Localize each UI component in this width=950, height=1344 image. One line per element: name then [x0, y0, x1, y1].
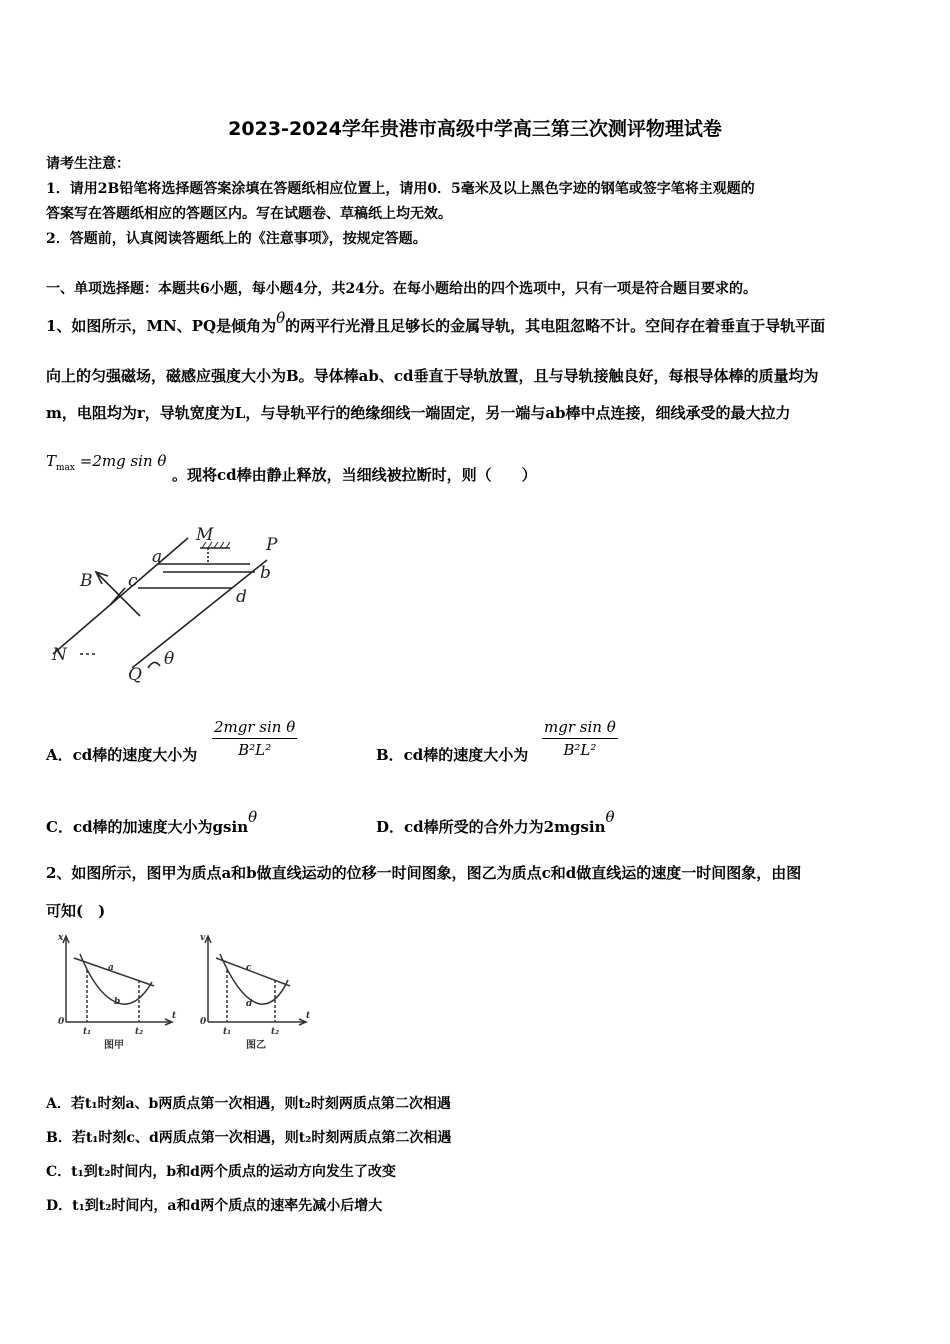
notice-line-2: 2．答题前，认真阅读答题纸上的《注意事项》，按规定答题。	[46, 231, 427, 247]
tmax-T: T	[46, 452, 57, 470]
q1-line-1	[46, 309, 826, 336]
q1-line-4: 。现将cd棒由静止释放，当细线被拉断时，则（ ）	[172, 466, 537, 484]
q1-option-b-fraction	[542, 718, 618, 759]
option-a-numerator: 2mgr sin θ	[212, 718, 297, 739]
notice-line-1b: 答案写在答题纸相应的答题区内。写在试题卷、草稿纸上均无效。	[46, 206, 452, 222]
graph1-line-a	[74, 958, 154, 986]
motion-graphs	[44, 928, 314, 1056]
q1-line-3: m，电阻均为r，导轨宽度为L，与导轨平行的绝缘细线一端固定，另一端与ab棒中点连接，细线承受的最大拉力	[46, 404, 791, 422]
q1-option-c	[46, 808, 258, 837]
label-c: c	[128, 571, 138, 591]
option-d-theta: θ	[605, 808, 615, 826]
b-field-cross	[110, 588, 125, 605]
graph2-label-t2: t₂	[271, 1027, 280, 1037]
graph2-caption: 图乙	[246, 1040, 266, 1051]
graph1-label-t2: t₂	[135, 1027, 144, 1037]
q2-option-c: C．t₁到t₂时间内，b和d两个质点的运动方向发生了改变	[46, 1164, 396, 1180]
option-a-denominator: B²L²	[238, 741, 272, 759]
q1-line-2: 向上的匀强磁场，磁感应强度大小为B。导体棒ab、cd垂直于导轨放置，且与导轨接触良好，每根导体棒的质量均为	[46, 367, 819, 385]
label-d: d	[236, 587, 247, 607]
graph1-label-t1: t₁	[83, 1027, 92, 1037]
graph1-origin: 0	[58, 1017, 65, 1027]
q1-option-d	[376, 808, 615, 837]
graph-velocity-time	[205, 936, 306, 1025]
label-b: b	[260, 563, 271, 583]
page-title: 2023-2024学年贵港市高级中学高三第三次测评物理试卷	[228, 118, 722, 140]
notice-line-1a: 1．请用2B铅笔将选择题答案涂填在答题纸相应位置上，请用0．5毫米及以上黑色字迹的钢笔或签字笔将主观题的	[46, 181, 755, 197]
tmax-expression: =2mg sin θ	[75, 452, 167, 470]
q2-option-b: B．若t₁时刻c、d两质点第一次相遇，则t₂时刻两质点第二次相遇	[46, 1130, 452, 1146]
graph2-label-d: d	[246, 999, 253, 1009]
option-b-numerator: mgr sin θ	[542, 718, 618, 739]
tmax-subscript: max	[56, 463, 75, 473]
option-c-text: C．cd棒的加速度大小为gsin	[46, 818, 249, 836]
q2-line-1: 2、如图所示，图甲为质点a和b做直线运动的位移一时间图象，图乙为质点c和d做直线运的速度一时间图象，由图	[46, 864, 802, 882]
option-b-denominator: B²L²	[563, 741, 597, 759]
q2-option-a: A．若t₁时刻a、b两质点第一次相遇，则t₂时刻两质点第二次相遇	[46, 1096, 451, 1112]
label-p: P	[266, 535, 278, 555]
graph1-label-a: a	[108, 963, 114, 973]
q1-option-b: B．cd棒的速度大小为	[376, 746, 529, 764]
q2-option-d: D．t₁到t₂时间内，a和d两个质点的速率先减小后增大	[46, 1198, 383, 1214]
q2-line-2: 可知( )	[46, 902, 106, 920]
graph2-origin: 0	[200, 1017, 207, 1027]
notice-heading: 请考生注意：	[46, 156, 130, 172]
label-n: N	[52, 645, 67, 665]
label-b-field: B	[80, 571, 93, 591]
graph1-caption: 图甲	[104, 1040, 124, 1051]
q1-option-a-fraction	[212, 718, 297, 759]
q1-line-1b: 的两平行光滑且足够长的金属导轨，其电阻忽略不计。空间存在着垂直于导轨平面	[285, 317, 826, 335]
graph-displacement-time	[63, 936, 172, 1025]
tmax-formula	[46, 452, 166, 473]
label-a: a	[152, 547, 163, 567]
label-q: Q	[128, 665, 142, 685]
theta-symbol: θ	[276, 309, 286, 327]
theta-arc	[148, 662, 160, 668]
option-d-text: D．cd棒所受的合外力为2mgsin	[376, 818, 606, 836]
label-m: M	[196, 525, 214, 545]
graph1-label-b: b	[114, 997, 121, 1007]
graph1-x-label: t	[172, 1011, 177, 1021]
option-c-theta: θ	[248, 808, 258, 826]
graph2-y-label: v	[200, 933, 206, 943]
rails-diagram	[40, 520, 300, 690]
section-heading: 一、单项选择题：本题共6小题，每小题4分，共24分。在每小题给出的四个选项中，只有一项是符合题目要求的。	[46, 281, 757, 297]
graph2-curve-d	[220, 954, 288, 1004]
graph2-label-t1: t₁	[223, 1027, 232, 1037]
graph1-y-label: x	[58, 933, 64, 943]
rail-pq	[132, 560, 267, 668]
q1-option-a: A．cd棒的速度大小为	[46, 746, 198, 764]
graph2-x-label: t	[306, 1011, 311, 1021]
q1-line-1a: 1、如图所示，MN、PQ是倾角为	[46, 317, 277, 335]
graph2-label-c: c	[246, 963, 252, 973]
label-theta: θ	[164, 649, 175, 669]
